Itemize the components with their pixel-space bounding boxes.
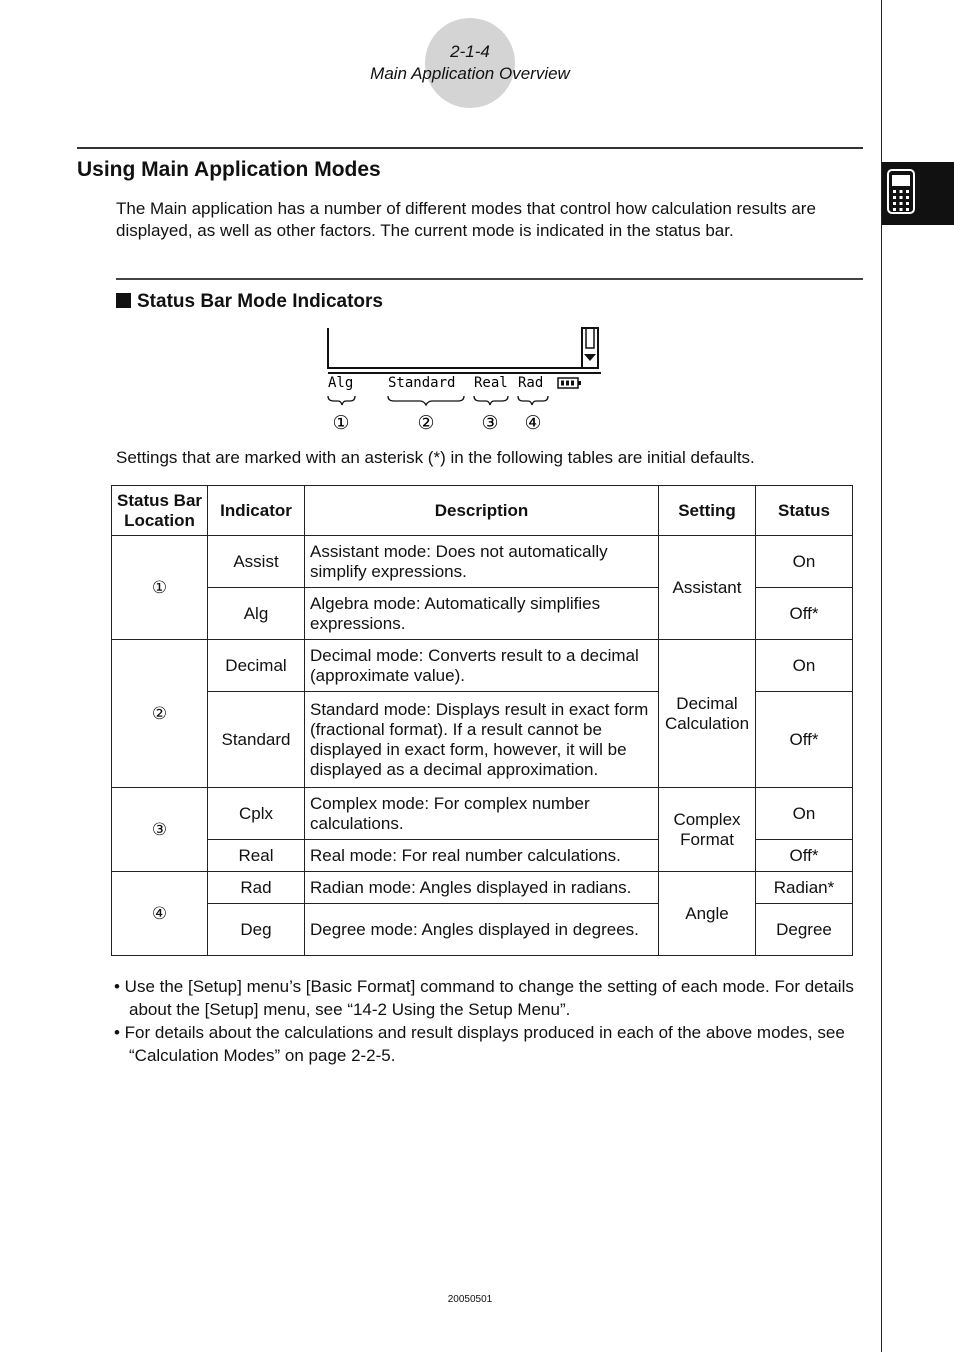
status-item-alg: Alg bbox=[328, 375, 354, 391]
bullet-item: • Use the [Setup] menu’s [Basic Format] command to change the setting of each mode. For details about the [Setup] menu, see “14-2 Using the Setup Menu”. bbox=[114, 977, 854, 1019]
bracket-group bbox=[328, 396, 548, 405]
header-description: Description bbox=[305, 486, 659, 536]
indicator-cell: Assist bbox=[208, 536, 305, 588]
description-cell: Algebra mode: Automatically simplifies expressions. bbox=[305, 588, 659, 640]
marker-1: ① bbox=[332, 413, 350, 434]
footer-code: 20050501 bbox=[447, 1294, 493, 1305]
location-cell: ① bbox=[112, 536, 208, 640]
indicator-cell: Decimal bbox=[208, 640, 305, 692]
header-location: Status Bar Location bbox=[112, 486, 208, 536]
header-circle bbox=[425, 18, 515, 108]
header-setting: Setting bbox=[659, 486, 756, 536]
location-cell: ③ bbox=[112, 788, 208, 872]
table-row bbox=[112, 788, 853, 840]
status-bar-figure bbox=[320, 324, 610, 439]
location-cell: ② bbox=[112, 640, 208, 788]
status-cell: Radian* bbox=[756, 872, 853, 904]
description-cell: Complex mode: For complex number calculations. bbox=[305, 788, 659, 840]
chapter-tab bbox=[882, 162, 954, 225]
status-cell: Off* bbox=[756, 692, 853, 788]
description-cell: Real mode: For real number calculations. bbox=[305, 840, 659, 872]
header-indicator: Indicator bbox=[208, 486, 305, 536]
indicator-cell: Cplx bbox=[208, 788, 305, 840]
subsection-title-text: Status Bar Mode Indicators bbox=[137, 291, 383, 312]
indicator-cell: Deg bbox=[208, 904, 305, 956]
status-cell: On bbox=[756, 788, 853, 840]
table-header-row bbox=[112, 486, 853, 536]
bullet-item: • For details about the calculations and result displays produced in each of the above modes, see “Calculation Modes” on page 2-2-5. bbox=[114, 1023, 845, 1065]
status-cell: On bbox=[756, 536, 853, 588]
description-cell: Radian mode: Angles displayed in radians. bbox=[305, 872, 659, 904]
indicator-cell: Real bbox=[208, 840, 305, 872]
description-cell: Standard mode: Displays result in exact form (fractional format). If a result cannot be displayed in exact form, however, it will be displayed as a decimal approximation. bbox=[305, 692, 659, 788]
status-cell: Off* bbox=[756, 588, 853, 640]
section-rule bbox=[77, 147, 863, 149]
description-cell: Assistant mode: Does not automatically simplify expressions. bbox=[305, 536, 659, 588]
status-item-standard: Standard bbox=[388, 375, 456, 391]
chapter-title: Main Application Overview bbox=[370, 64, 570, 83]
calculator-icon bbox=[886, 168, 920, 216]
battery-icon bbox=[558, 378, 581, 388]
defaults-note: Settings that are marked with an asterisk (*) in the following tables are initial defaults. bbox=[116, 448, 755, 467]
indicator-cell: Alg bbox=[208, 588, 305, 640]
section-intro: The Main application has a number of different modes that control how calculation results are displayed, as well as other factors. The current mode is indicated in the status bar. bbox=[116, 199, 816, 240]
status-cell: Off* bbox=[756, 840, 853, 872]
table-row bbox=[112, 536, 853, 588]
status-cell: Degree bbox=[756, 904, 853, 956]
table-row bbox=[112, 640, 853, 692]
marker-2: ② bbox=[417, 413, 435, 434]
table-row bbox=[112, 872, 853, 904]
status-item-rad: Rad bbox=[518, 375, 544, 391]
setting-cell: Assistant bbox=[659, 536, 756, 640]
description-cell: Decimal mode: Converts result to a decimal (approximate value). bbox=[305, 640, 659, 692]
location-cell: ④ bbox=[112, 872, 208, 956]
section-title: Using Main Application Modes bbox=[77, 158, 381, 181]
scroll-arrow-icon bbox=[582, 328, 598, 368]
page-number: 2-1-4 bbox=[450, 42, 490, 61]
description-cell: Degree mode: Angles displayed in degrees. bbox=[305, 904, 659, 956]
indicator-cell: Rad bbox=[208, 872, 305, 904]
marker-4: ④ bbox=[524, 413, 542, 434]
indicator-cell: Standard bbox=[208, 692, 305, 788]
status-item-real: Real bbox=[474, 375, 508, 391]
square-bullet-icon bbox=[116, 293, 131, 308]
setting-cell: Decimal Calculation bbox=[659, 640, 756, 788]
header-status: Status bbox=[756, 486, 853, 536]
marker-3: ③ bbox=[481, 413, 499, 434]
status-cell: On bbox=[756, 640, 853, 692]
setting-cell: Angle bbox=[659, 872, 756, 956]
subsection-rule bbox=[116, 278, 863, 280]
subsection-title bbox=[116, 291, 383, 313]
setting-cell: Complex Format bbox=[659, 788, 756, 872]
mode-table bbox=[111, 485, 853, 956]
bullet-list bbox=[114, 975, 859, 1067]
